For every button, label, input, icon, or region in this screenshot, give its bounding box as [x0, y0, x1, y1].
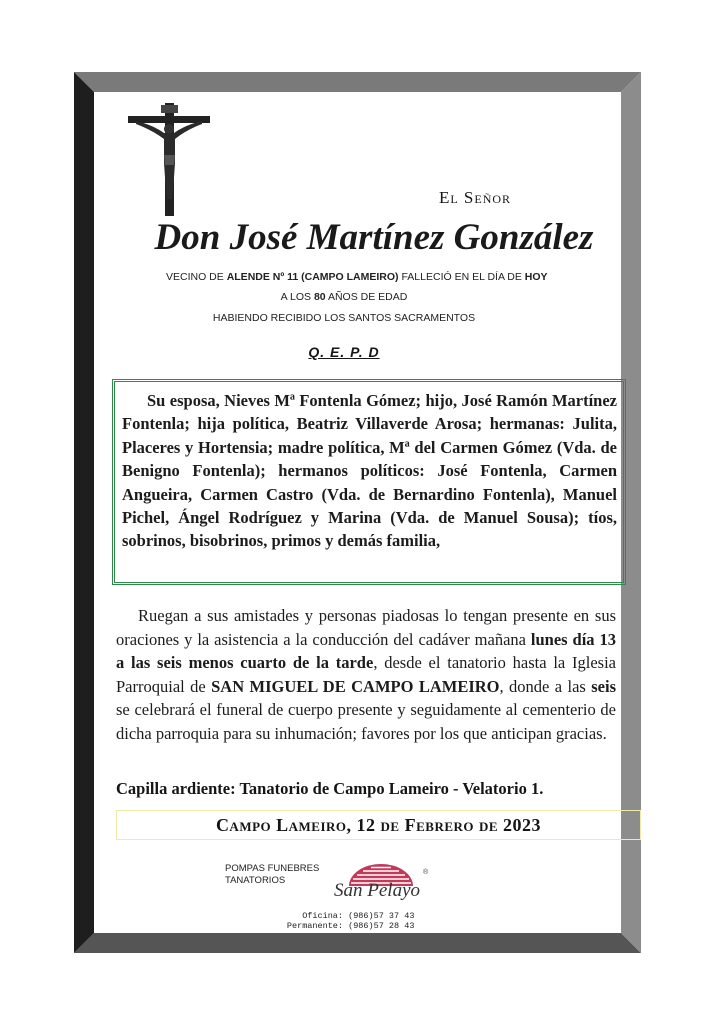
request-part1: Ruegan a sus amistades y personas piadosas lo tengan presente en sus oraciones y la asistencia a la conducción del cadáver mañana — [116, 606, 616, 649]
office-phone: (986)57 37 43 — [348, 911, 415, 921]
age-suffix: AÑOS DE EDAD — [325, 291, 408, 303]
residence-prefix: VECINO DE — [166, 271, 227, 283]
company-line-1: POMPAS FUNEBRES — [225, 863, 320, 874]
funeral-home-name — [225, 863, 319, 887]
request-church: SAN MIGUEL DE CAMPO LAMEIRO — [211, 676, 500, 696]
request-when: lunes día 13 a las seis menos cuarto de la tarde — [116, 629, 616, 672]
request-part4: se celebrará el funeral de cuerpo presente y seguidamente al cementerio de dicha parroquia para su inhumación; favores por los que anticipan gracias. — [116, 700, 616, 743]
residence-address: ALENDE Nº 11 (CAMPO LAMEIRO) — [226, 271, 399, 283]
qepd-label: Q. E. P. D — [308, 344, 380, 360]
age-value: 80 — [313, 291, 326, 303]
permanent-label: Permanente: — [286, 921, 343, 931]
phone-numbers — [269, 911, 414, 931]
residence-line — [104, 271, 664, 283]
office-label: Oficina: — [302, 911, 343, 921]
frame-left-bevel — [74, 72, 94, 953]
logo-text: San Pelayo — [334, 880, 421, 901]
request-part2: , desde el tanatorio hasta la Iglesia Parroquial de — [116, 653, 616, 696]
date-line: Campo Lameiro, 12 de Febrero de 2023 — [116, 810, 641, 840]
request-paragraph — [116, 604, 616, 745]
frame-top-bevel — [74, 72, 641, 92]
office-phone-row — [269, 911, 414, 921]
company-line-2: TANATORIOS — [225, 875, 286, 886]
request-part3: , donde a las — [499, 676, 592, 696]
registered-mark: ® — [423, 869, 429, 876]
family-box — [112, 379, 626, 585]
capilla-ardiente: Capilla ardiente: Tanatorio de Campo Lameiro - Velatorio 1. — [116, 779, 544, 798]
family-text: Su esposa, Nieves Mª Fontenla Gómez; hijo, José Ramón Martínez Fontenla; hija política, Beatriz Villaverde Arosa; hermanas: Julita, Placeres y Hortensia; madre política, Mª del Carmen Gómez (Vda. de Benigno Fontenla); hermanos políticos: José Fontenla, Carmen Angueira, Carmen Castro (Vda. de Bernardino Fontenla), Manuel Pichel, Ángel Rodríguez y Marina (Vda. de Manuel Sousa); tíos, sobrinos, bisobrinos, primos y demás familia, — [122, 391, 617, 551]
deceased-name: Don José Martínez González — [154, 217, 594, 258]
residence-mid: FALLECIÓ EN EL DÍA DE — [398, 271, 525, 283]
age-prefix: A LOS — [280, 291, 314, 303]
frame-bottom-bevel — [74, 933, 641, 953]
crucifix-icon — [128, 103, 210, 216]
age-line — [94, 291, 594, 303]
sacraments-line: HABIENDO RECIBIDO LOS SANTOS SACRAMENTOS — [212, 312, 476, 324]
permanent-phone: (986)57 28 43 — [348, 921, 415, 931]
permanent-phone-row — [269, 921, 414, 931]
death-day: HOY — [524, 271, 548, 283]
request-time: seis — [591, 676, 616, 696]
title-prefix: El Señor — [438, 188, 512, 207]
